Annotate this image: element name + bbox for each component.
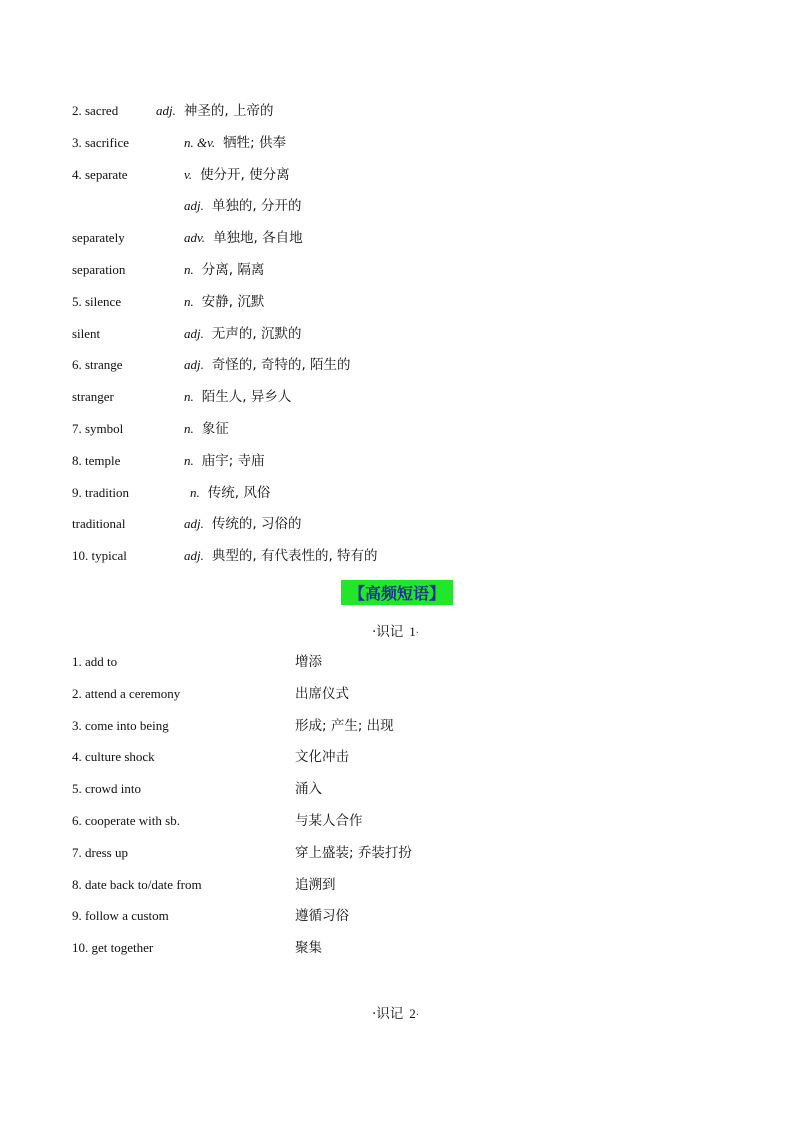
chinese-meaning: 无声的, 沉默的 [211,325,302,342]
part-of-speech: n. [190,484,200,500]
vocab-definition [184,130,286,156]
vocab-word: 10. typical [72,548,127,564]
chinese-meaning: 奇怪的, 奇特的, 陌生的 [211,357,351,374]
phrase-chinese: 出席仪式 [295,685,349,702]
part-of-speech: n. [184,293,194,309]
phrase-row [72,872,722,904]
chinese-meaning: 传统的, 习俗的 [211,516,302,533]
memo-heading-1 [372,620,419,640]
vocab-word: 3. sacrifice [72,134,130,150]
phrase-english: 9. follow a custom [72,908,169,924]
memo-label: ·识记 [372,1006,404,1022]
part-of-speech: n. [184,389,194,405]
chinese-meaning: 象征 [201,420,229,437]
chinese-meaning: 传统, 风俗 [207,484,271,501]
vocab-word: 4. separate [72,166,128,182]
vocab-definition [184,448,265,474]
vocab-row [72,225,722,257]
vocab-definition [184,384,291,410]
phrase-row [72,681,722,713]
vocab-row [72,416,722,448]
vocab-row [72,130,722,162]
vocab-row [72,448,722,480]
phrase-english: 6. cooperate with sb. [72,812,180,828]
chinese-meaning: 单独地, 各自地 [213,230,303,247]
phrase-chinese: 与某人合作 [295,812,363,829]
vocab-row [72,511,722,543]
vocab-word: stranger [72,389,114,405]
chinese-meaning: 单独的, 分开的 [211,198,302,215]
phrase-list [72,649,722,967]
phrase-chinese: 追溯到 [295,876,336,893]
part-of-speech: adj. [156,103,176,118]
phrase-english: 8. date back to/date from [72,876,202,892]
vocab-row [72,162,722,194]
vocab-definition [184,511,301,537]
part-of-speech: n. [184,261,194,277]
vocab-word: traditional [72,516,126,532]
phrase-english: 2. attend a ceremony [72,685,181,701]
part-of-speech: adj. [184,325,204,341]
vocab-definition [190,480,270,506]
vocab-row [72,98,722,130]
part-of-speech: adj. [184,357,204,373]
phrase-chinese: 穿上盛装; 乔装打扮 [295,844,412,861]
chinese-meaning: 使分开, 使分离 [200,166,290,183]
vocab-row [72,543,722,575]
part-of-speech: v. [184,166,193,182]
vocab-row [72,352,722,384]
phrase-chinese: 涌入 [295,781,322,798]
phrase-english: 5. crowd into [72,781,141,797]
phrase-row [72,935,722,967]
phrase-english: 1. add to [72,654,118,669]
phrase-chinese: 文化冲击 [295,749,349,766]
memo-suffix: · [415,1010,419,1021]
vocab-word: 9. tradition [72,484,130,500]
vocab-row [72,257,722,289]
memo-suffix: · [415,628,419,639]
vocab-definition [184,257,264,283]
phrase-row [72,903,722,935]
vocab-word: separately [72,230,125,246]
vocabulary-list [72,98,722,575]
phrase-chinese: 聚集 [295,940,322,957]
chinese-meaning: 典型的, 有代表性的, 特有的 [211,548,378,565]
chinese-meaning: 陌生人, 异乡人 [201,389,292,406]
vocab-row [72,289,722,321]
chinese-meaning: 庙宇; 寺庙 [201,452,265,469]
vocab-definition [156,98,273,124]
part-of-speech: adv. [184,230,206,246]
part-of-speech: n. &v. [184,134,216,150]
phrase-row [72,776,722,808]
vocab-definition [184,225,303,251]
vocab-definition [184,416,229,442]
vocab-definition [184,289,264,315]
vocab-word: 6. strange [72,357,123,373]
vocab-row [72,321,722,353]
vocab-word: 2. sacred [72,103,119,118]
part-of-speech: adj. [184,516,204,532]
memo-number: 1 [409,624,416,639]
vocab-definition [184,162,290,188]
memo-heading-2 [372,1002,419,1022]
phrase-row [72,744,722,776]
chinese-meaning: 神圣的, 上帝的 [183,103,274,119]
vocab-word: 7. symbol [72,420,124,436]
part-of-speech: adj. [184,198,204,214]
phrase-chinese: 增添 [295,654,322,670]
vocab-definition [184,543,378,569]
memo-label: ·识记 [372,624,404,640]
section-title-banner: 【高频短语】 [341,580,453,605]
phrase-english: 3. come into being [72,717,169,733]
chinese-meaning: 分离, 隔离 [201,261,265,278]
vocab-word: silent [72,325,101,341]
phrase-chinese: 形成; 产生; 出现 [295,717,394,734]
vocab-row [72,193,722,225]
phrase-english: 10. get together [72,940,154,956]
part-of-speech: n. [184,452,194,468]
part-of-speech: n. [184,420,194,436]
phrase-row [72,840,722,872]
memo-number: 2 [409,1006,416,1021]
vocab-definition [184,352,351,378]
vocab-row [72,480,722,512]
phrase-english: 4. culture shock [72,749,155,765]
vocab-word: 8. temple [72,452,121,468]
vocab-definition [184,193,301,219]
phrase-row [72,808,722,840]
vocab-definition [184,321,301,347]
phrase-english: 7. dress up [72,844,128,860]
part-of-speech: adj. [184,548,204,564]
vocab-row [72,384,722,416]
chinese-meaning: 安静, 沉默 [201,293,265,310]
phrase-row [72,649,722,681]
chinese-meaning: 牺牲; 供奉 [223,134,287,151]
vocab-word: 5. silence [72,293,122,309]
phrase-row [72,713,722,745]
phrase-chinese: 遵循习俗 [295,908,349,925]
vocab-word: separation [72,261,126,277]
